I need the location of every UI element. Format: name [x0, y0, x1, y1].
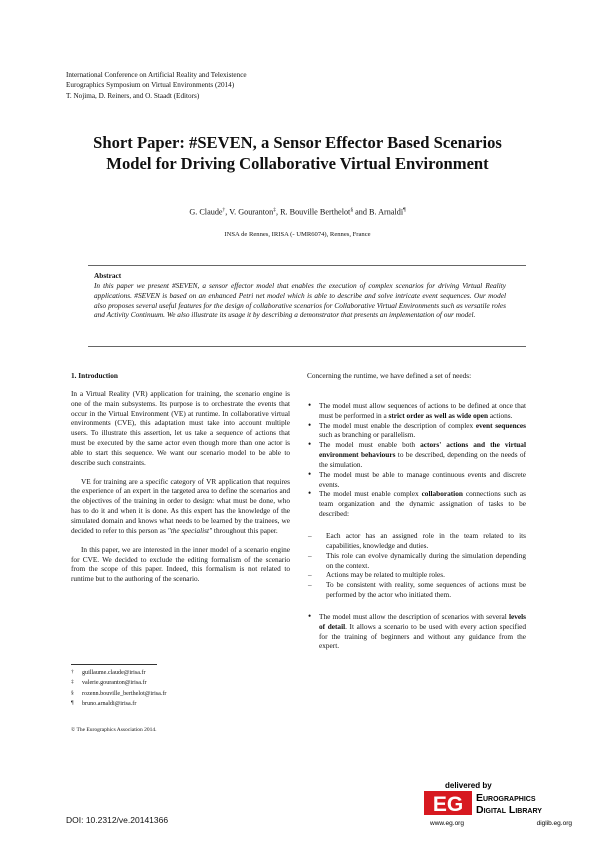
- footnote-rule: [71, 664, 157, 665]
- bold-text: actors' actions and the virtual environment behaviours: [319, 440, 526, 460]
- bold-text: collaboration: [421, 489, 463, 499]
- left-column: [71, 371, 290, 584]
- sub-item: – Actions may be related to multiple roles.: [307, 570, 526, 580]
- paragraph: [71, 477, 290, 536]
- author-mark: §: [350, 207, 354, 213]
- bullet-item: [307, 489, 526, 519]
- author: B. Arnaldi: [369, 207, 404, 217]
- paragraph: In this paper, we are interested in the inner model of a scenario engine for CVE. We decided to exclude the editing formalism of the scenario from the scope of this paper. Indeed, this formalism is not related to runtime but to the authoring of the scenario.: [71, 544, 290, 584]
- header-line: Eurographics Symposium on Virtual Environments (2014): [66, 81, 235, 90]
- text-run: The model must enable both: [319, 440, 421, 450]
- right-column: [307, 371, 526, 651]
- author: V. Gouranton: [229, 207, 274, 217]
- sub-item: – This role can evolve dynamically during the simulation depending on the context.: [307, 551, 526, 571]
- abstract-bottom-rule: [88, 346, 526, 347]
- author: G. Claude: [189, 207, 223, 217]
- footnote: [71, 668, 166, 678]
- paper-title: [40, 132, 555, 174]
- logo-eg-mark: EG: [432, 793, 464, 816]
- author-list: [40, 207, 555, 217]
- eurographics-digital-library-logo[interactable]: [424, 779, 578, 829]
- text-run: . It allows a scenario to be used with every action specified for the training of beginners and without any guidance from the expert.: [319, 621, 526, 651]
- abstract-text: In this paper we present #SEVEN, a sensor effector model that enables the execution of complex scenarios for driving Virtual Reality applications. #SEVEN is based on an enhanced Petri net model which is able to describe and solve intricate event sequences. Our model also proposes several useful features for the design of collaborative scenarios for Collaborative Virtual Environments such as versatile roles and Activity Continuum. We also illustrate its usage it by describing a demonstrator that presents an implementation of our model.: [94, 280, 506, 320]
- bullet-item: [307, 421, 526, 441]
- author-mark: †: [222, 207, 226, 213]
- text-run: The model must allow sequences of actions to be defined at once that must be performed in a: [319, 400, 526, 420]
- copyright-notice: © The Eurographics Association 2014.: [71, 727, 157, 733]
- sub-item: – To be consistent with reality, some sequences of actions must be performed by the actor who initiated them.: [307, 580, 526, 600]
- text-run: to be described, depending on the needs of the simulation.: [319, 450, 526, 469]
- footnote-email: guillaume.claude@irisa.fr: [82, 670, 146, 676]
- section-heading: 1. Introduction: [71, 371, 118, 380]
- logo-line2: Digital Library: [476, 804, 542, 816]
- footnotes: [71, 668, 166, 710]
- abstract-top-rule: [88, 265, 526, 266]
- footnote-email: valerie.gouranton@irisa.fr: [82, 680, 147, 687]
- conference-header: [66, 70, 247, 101]
- logo-line1: Eurographics: [476, 792, 536, 804]
- title-line: Model for Driving Collaborative Virtual Environment: [106, 154, 489, 173]
- footnote-mark: ‡: [71, 679, 74, 686]
- author-separator: ,: [225, 207, 230, 217]
- text-run: connections such as team organization and the dynamic assignation of tasks to be described:: [319, 489, 526, 519]
- abstract: [94, 271, 506, 320]
- header-line: International Conference on Artificial Reality and Telexistence: [66, 71, 247, 79]
- author-mark: ‡: [273, 207, 276, 213]
- author: R. Bouville Berthelot: [280, 207, 351, 217]
- footnote-email: rozenn.bouville_berthelot@irisa.fr: [82, 690, 167, 697]
- bullet-item: [307, 440, 526, 470]
- doi-label: DOI: 10.2312/ve.20141366: [66, 815, 169, 825]
- text-run: throughout this paper.: [212, 525, 278, 535]
- text-run: The model must enable the description of complex: [319, 420, 476, 430]
- sub-item: – Each actor has an assigned role in the team related to its capabilities, knowledge and duties.: [307, 531, 526, 551]
- footnote: [71, 689, 166, 699]
- footnote-mark: ¶: [71, 700, 74, 707]
- bullet-item: • The model must be able to manage continuous events and discrete events.: [307, 470, 526, 490]
- bold-text: strict order as well as wide open: [388, 410, 489, 420]
- text-run: such as branching or parallelism.: [319, 430, 416, 440]
- footnote: [71, 699, 166, 709]
- logo-url-eg[interactable]: www.eg.org: [430, 820, 464, 827]
- footnote-mark: §: [71, 689, 74, 696]
- logo-delivered-by: delivered by: [445, 781, 492, 790]
- text-run: actions.: [488, 410, 513, 420]
- affiliation: INSA de Rennes, IRISA (- UMR6074), Rennes, France: [224, 231, 371, 238]
- author-separator: ,: [275, 207, 281, 217]
- author-mark: ¶: [403, 207, 406, 213]
- logo-graphic: [424, 779, 578, 829]
- title-line: Short Paper: #SEVEN, a Sensor Effector Based Scenarios: [93, 133, 502, 152]
- text-run: The model must allow the description of scenarios with several: [319, 611, 509, 621]
- author-conjunction: and: [353, 207, 370, 217]
- abstract-heading: Abstract: [94, 271, 122, 280]
- bold-text: event sequences: [475, 420, 527, 430]
- logo-url-diglib[interactable]: diglib.eg.org: [536, 820, 572, 827]
- text-run: VE for training are a specific category of VR application that requires the experience of an expert in the targeted area to define the scenarios and the objectives of the training in order to design: what must be done, who has to do it and when it is done. As this expert has the knowledge of the simulated domain and knows what needs to be learned by the trainees, we decided to refer to this person as: [71, 476, 290, 535]
- footnote-mark: †: [71, 669, 74, 675]
- bullet-item: [307, 401, 526, 421]
- emphasis: "the specialist": [167, 525, 213, 535]
- text-run: The model must enable complex: [319, 489, 422, 499]
- bullet-item: [307, 612, 526, 651]
- paragraph: In a Virtual Reality (VR) application for training, the scenario engine is one of the main subsystems. Its purpose is to orchestrate the events that occur in the Virtual Environment (VE) at runtime. In collaborative virtual environments (CVE), this adaptation must take into account multiple users. To illustrate this assertion, let us take a sequence of actions that must be executed by the same actor even though more than one actor is able to start this sequence. We want our scenario model to be able to describe such constraints.: [71, 388, 290, 467]
- footnote: [71, 678, 166, 688]
- bold-text: levels of detail: [319, 611, 526, 631]
- footnote-email: bruno.arnaldi@irisa.fr: [82, 701, 137, 708]
- header-line: T. Nojima, D. Reiners, and O. Staadt (Editors): [66, 91, 200, 100]
- paragraph: Concerning the runtime, we have defined a set of needs:: [307, 371, 472, 380]
